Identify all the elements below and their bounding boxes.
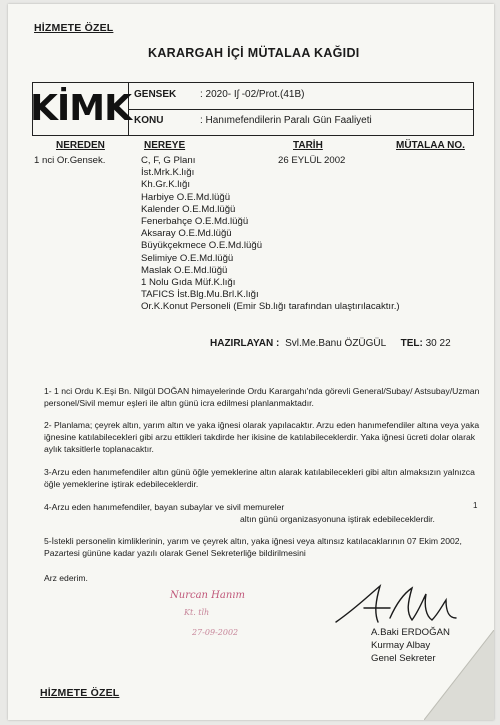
signature-scribble xyxy=(328,578,468,630)
handwritten-note-line3: 27-09-2002 xyxy=(192,628,239,637)
document-page xyxy=(8,4,494,720)
recipient-item: Or.K.Konut Personeli (Emir Sb.lığı tarafından ulaştırılacaktır.) xyxy=(141,301,400,313)
paragraph-4 xyxy=(44,501,484,525)
document-title: KARARGAH İÇİ MÜTALAA KAĞIDI xyxy=(148,46,360,60)
signatory-position: Genel Sekreter xyxy=(371,653,436,664)
recipient-item: Kalender O.E.Md.lüğü xyxy=(141,203,236,215)
recipient-item: Büyükçekmece O.E.Md.lüğü xyxy=(141,240,263,252)
classification-bottom: HİZMETE ÖZEL xyxy=(40,687,120,699)
paragraph-text: 4-Arzu eden hanımefendiler, bayan subaylar ve sivil memureler xyxy=(44,502,285,512)
tel-label: TEL: xyxy=(400,338,423,349)
recipient-item: 1 Nolu Gıda Müf.K.lığı xyxy=(141,277,236,289)
recipient-item: İst.Mrk.K.lığı xyxy=(141,167,195,179)
recipient-item: C, F, G Planı xyxy=(141,155,196,166)
recipient-item: Harbiye O.E.Md.lüğü xyxy=(141,191,231,203)
recipient-item: Maslak O.E.Md.lüğü xyxy=(141,264,228,276)
margin-mark: 1 xyxy=(473,501,478,510)
konu-row xyxy=(128,109,473,135)
paragraph-1 xyxy=(44,385,484,409)
paragraph-2 xyxy=(44,419,484,455)
recipient-item: Selimiye O.E.Md.lüğü xyxy=(141,252,234,264)
gensek-label: GENSEK xyxy=(134,89,177,100)
paragraph-text: 1- 1 nci Ordu K.Eşi Bn. Nilgül DOĞAN himayelerinde Ordu Karargahı'nda görevli General/Subay/ Astsubay/Uzman personel/Sivil memur eşleri ile altın günü icra edilmesi planlanmaktadır. xyxy=(44,386,480,408)
classification-top: HİZMETE ÖZEL xyxy=(34,22,114,34)
handwritten-note-line2: Kt. tlh xyxy=(184,608,210,617)
document-date: 26 EYLÜL 2002 xyxy=(278,155,346,166)
paragraph-text: 3-Arzu eden hanımefendiler altın günü öğle yemeklerine altın alarak katılabilecekleri gibi altın almaksızın yalnızca öğle yemeklerine iştirak edebileceklerdir. xyxy=(44,467,475,489)
paragraph-text: 5-İstekli personelin kimliklerinin, yarım ve çeyrek altın, yaka iğnesi veya altınsız katılacaklarının 07 Ekim 2002, Pazartesi gününe kadar yazılı olarak Genel Sekreterliğe bildirilmesini xyxy=(44,536,462,558)
recipient-item: Aksaray O.E.Md.lüğü xyxy=(141,228,232,240)
recipient-list xyxy=(141,155,400,314)
konu-value: : Hanımefendilerin Paralı Gün Faaliyeti xyxy=(200,115,372,126)
header-table xyxy=(32,82,474,136)
col-nereden: NEREDEN xyxy=(56,140,105,151)
from-unit: 1 nci Or.Gensek. xyxy=(34,155,106,166)
col-tarih: TARİH xyxy=(293,140,323,151)
paragraph-text-continued: altın günü organizasyonuna iştirak edebileceklerdir. xyxy=(240,514,435,524)
signatory-rank: Kurmay Albay xyxy=(371,640,431,651)
signatory-name: A.Baki ERDOĞAN xyxy=(371,627,450,638)
col-mutalaa-no: MÜTALAA NO. xyxy=(396,140,465,151)
tel-value: 30 22 xyxy=(425,338,451,349)
kimk-logo xyxy=(30,83,132,135)
konu-label: KONU xyxy=(134,115,164,126)
col-nereye: NEREYE xyxy=(144,140,186,151)
prepared-name: Svl.Me.Banu ÖZÜGÜL xyxy=(285,338,386,349)
recipient-item: Kh.Gr.K.lığı xyxy=(141,179,191,191)
prepared-label: HAZIRLAYAN : xyxy=(210,338,280,349)
gensek-row xyxy=(128,83,473,110)
paragraph-text: 2- Planlama; çeyrek altın, yarım altın ve yaka iğnesi olarak yapılacaktır. Arzu eden hanımefendiler altına veya yaka iğnesine katılabilecekleri gibi arzu ettikleri takdirde her ikisine de katılabileceklerdir. Yaka iğnesi ücreti dolar olarak aylık taksitlerle toplanacaktır. xyxy=(44,420,480,454)
recipient-item: Fenerbahçe O.E.Md.lüğü xyxy=(141,216,249,228)
paragraph-3 xyxy=(44,466,484,490)
recipient-item: TAFICS İst.Blg.Mu.Brl.K.lığı xyxy=(141,289,259,301)
handwritten-note-line1: Nurcan Hanım xyxy=(170,590,245,601)
gensek-value: : 2020- Iʃ -02/Prot.(41B) xyxy=(200,89,305,100)
closing-text: Arz ederim. xyxy=(44,573,88,583)
page-fold-shading xyxy=(424,630,494,720)
logo-text: KİMK xyxy=(30,88,132,129)
paragraph-5 xyxy=(44,535,484,559)
prepared-by xyxy=(210,338,451,349)
